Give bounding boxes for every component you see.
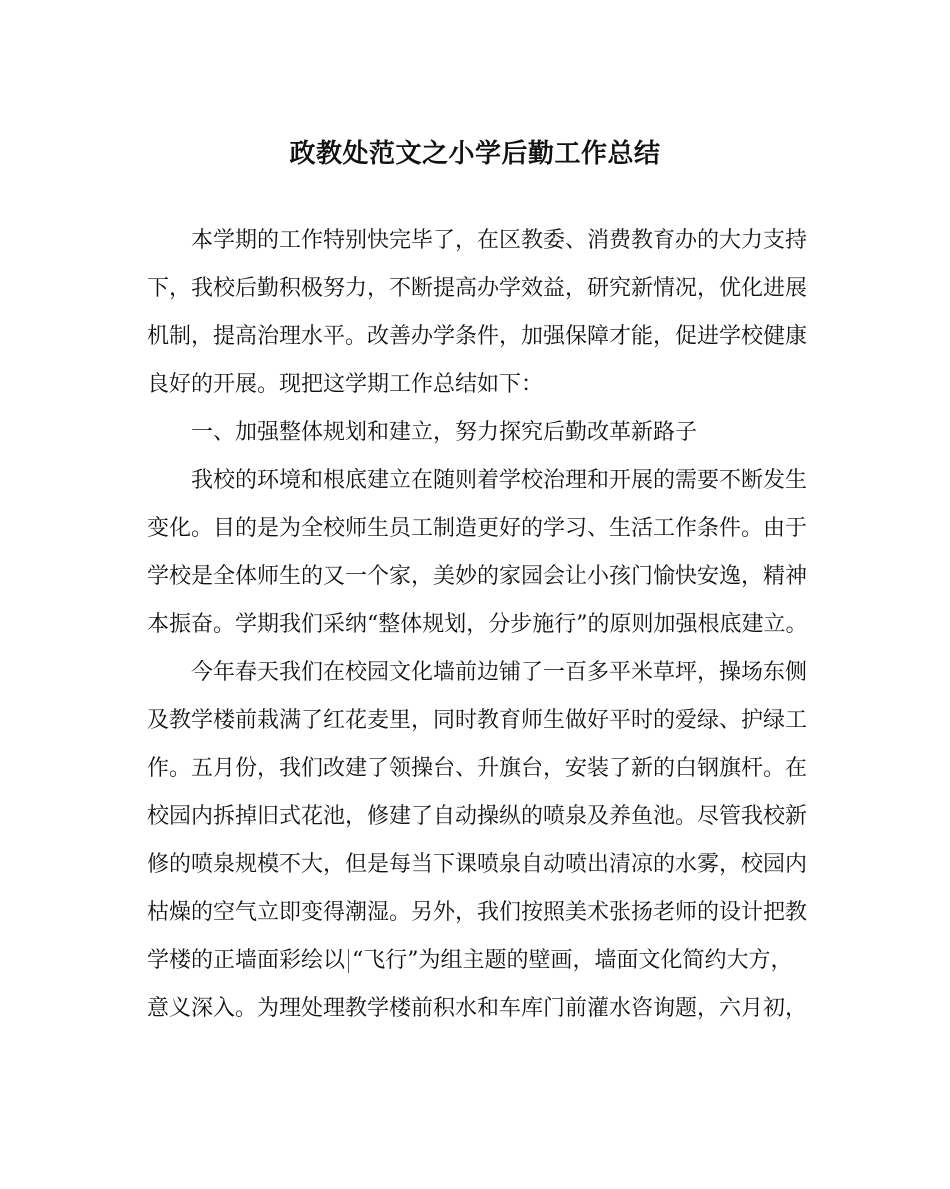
section-heading: 一、加强整体规划和建立，努力探究后勤改革新路子 xyxy=(191,420,698,445)
document-body xyxy=(147,217,819,1033)
paragraph-line: 本学期的工作特别快完毕了，在区教委、消费教育办的大力支持 xyxy=(191,228,808,253)
paragraph-line: 今年春天我们在校园文化墙前边铺了一百多平米草坪，操场东侧 xyxy=(191,660,808,685)
paragraph-line: 作。五月份，我们改建了领操台、升旗台，安装了新的白钢旗杆。在 xyxy=(147,756,808,781)
text-cursor-mark xyxy=(348,949,349,973)
paragraph-line: 良好的开展。现把这学期工作总结如下： xyxy=(147,372,544,397)
paragraph-line: 本振奋。学期我们采纳“整体规划，分步施行”的原则加强根底建立。 xyxy=(147,612,808,637)
paragraph-line: 机制，提高治理水平。改善办学条件，加强保障才能，促进学校健康 xyxy=(147,324,808,349)
document-title: 政教处范文之小学后勤工作总结 xyxy=(289,139,661,169)
line-segment: “飞行”为组主题的壁画，墙面文化简约大方， xyxy=(352,948,793,973)
line-segment: 学楼的正墙面彩绘以 xyxy=(147,948,346,973)
paragraph-line: 校园内拆掉旧式花池，修建了自动操纵的喷泉及养鱼池。尽管我校新 xyxy=(147,804,808,829)
paragraph-line: 意义深入。为理处理教学楼前积水和车库门前灌水咨询题，六月初， xyxy=(147,996,808,1021)
paragraph-line: 修的喷泉规模不大，但是每当下课喷泉自动喷出清凉的水雾，校园内 xyxy=(147,852,808,877)
paragraph-line xyxy=(147,937,819,985)
paragraph-line: 变化。目的是为全校师生员工制造更好的学习、生活工作条件。由于 xyxy=(147,516,808,541)
paragraph-line: 我校的环境和根底建立在随则着学校治理和开展的需要不断发生 xyxy=(191,468,808,493)
paragraph-line: 及教学楼前栽满了红花麦里，同时教育师生做好平时的爱绿、护绿工 xyxy=(147,708,808,733)
paragraph-line: 枯燥的空气立即变得潮湿。另外，我们按照美术张扬老师的设计把教 xyxy=(147,900,808,925)
paragraph-line: 下，我校后勤积极努力，不断提高办学效益，研究新情况，优化进展 xyxy=(147,276,808,301)
paragraph-line: 学校是全体师生的又一个家，美妙的家园会让小孩门愉快安逸，精神 xyxy=(147,564,808,589)
